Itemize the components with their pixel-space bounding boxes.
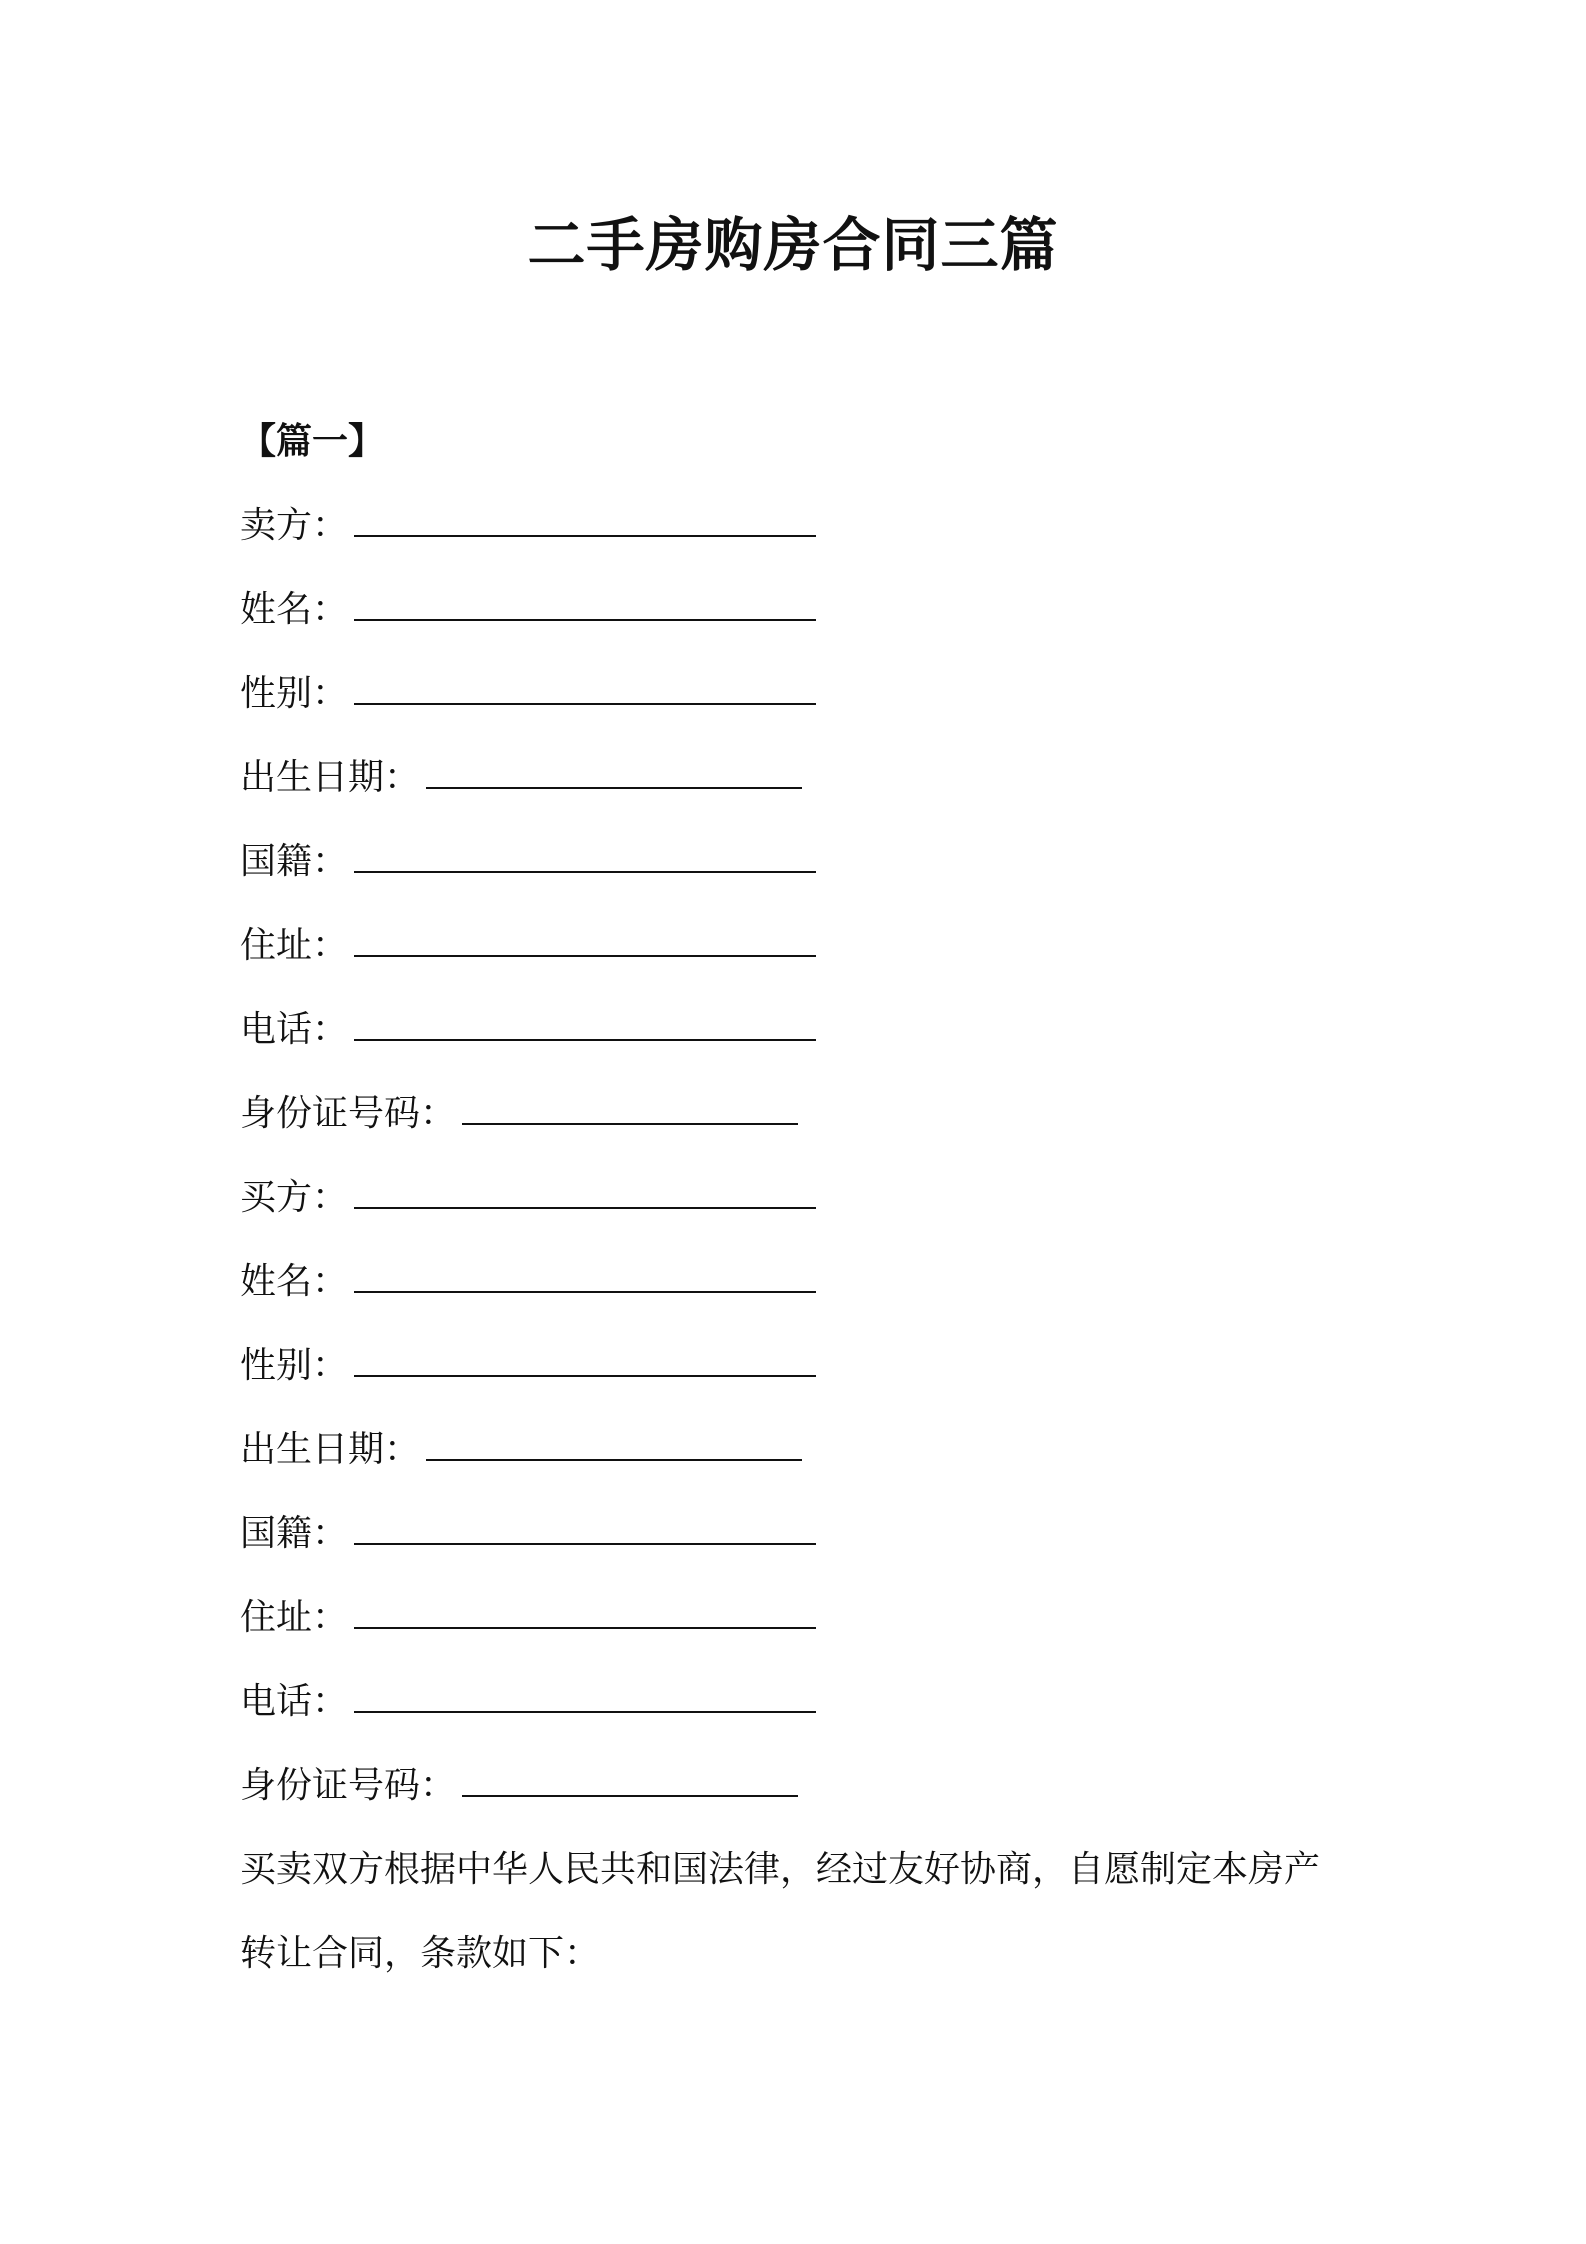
field-label: 住址： (240, 1597, 349, 1638)
fill-in-blank[interactable] (354, 1009, 816, 1041)
fill-in-blank[interactable] (354, 1597, 816, 1629)
field-label: 国籍： (240, 841, 349, 882)
field-label: 卖方： (240, 505, 349, 546)
field-label: 姓名： (240, 589, 349, 630)
field-label: 姓名： (240, 1261, 349, 1302)
field-label: 性别： (240, 673, 349, 714)
seller-phone-field (240, 988, 1360, 1072)
field-label: 国籍： (240, 1513, 349, 1554)
fill-in-blank[interactable] (354, 589, 816, 621)
fill-in-blank[interactable] (426, 757, 802, 789)
seller-fields (240, 484, 1360, 1156)
fill-in-blank[interactable] (354, 1261, 816, 1293)
field-label: 身份证号码： (240, 1093, 457, 1134)
field-label: 电话： (240, 1681, 349, 1722)
seller-name-field (240, 568, 1360, 652)
fill-in-blank[interactable] (354, 1513, 816, 1545)
buyer-name-field (240, 1240, 1360, 1324)
seller-gender-field (240, 652, 1360, 736)
fill-in-blank[interactable] (354, 1681, 816, 1713)
section-heading: 【篇一】 (240, 421, 385, 462)
field-label: 电话： (240, 1009, 349, 1050)
field-label: 住址： (240, 925, 349, 966)
page-title: 二手房购房合同三篇 (527, 211, 1059, 279)
field-label: 买方： (240, 1177, 349, 1218)
buyer-nationality-field (240, 1492, 1360, 1576)
seller-birthdate-field (240, 736, 1360, 820)
fill-in-blank[interactable] (354, 841, 816, 873)
fill-in-blank[interactable] (354, 673, 816, 705)
field-label: 出生日期： (240, 1429, 421, 1470)
fill-in-blank[interactable] (426, 1429, 802, 1461)
fill-in-blank[interactable] (354, 505, 816, 537)
seller-id-number-field (240, 1072, 1360, 1156)
buyer-party-field (240, 1156, 1360, 1240)
buyer-id-number-field (240, 1744, 1360, 1828)
buyer-fields (240, 1156, 1360, 1828)
buyer-address-field (240, 1576, 1360, 1660)
document-body (240, 400, 1360, 1996)
fill-in-blank[interactable] (462, 1765, 798, 1797)
paragraph-line: 买卖双方根据中华人民共和国法律，经过友好协商，自愿制定本房产 (240, 1849, 1321, 1890)
field-label: 身份证号码： (240, 1765, 457, 1806)
buyer-phone-field (240, 1660, 1360, 1744)
field-label: 性别： (240, 1345, 349, 1386)
fill-in-blank[interactable] (462, 1093, 798, 1125)
fill-in-blank[interactable] (354, 1345, 816, 1377)
seller-nationality-field (240, 820, 1360, 904)
field-label: 出生日期： (240, 757, 421, 798)
seller-party-field (240, 484, 1360, 568)
buyer-birthdate-field (240, 1408, 1360, 1492)
fill-in-blank[interactable] (354, 925, 816, 957)
buyer-gender-field (240, 1324, 1360, 1408)
fill-in-blank[interactable] (354, 1177, 816, 1209)
paragraph-line: 转让合同，条款如下： (240, 1933, 601, 1974)
seller-address-field (240, 904, 1360, 988)
intro-paragraph (240, 1828, 1360, 1996)
